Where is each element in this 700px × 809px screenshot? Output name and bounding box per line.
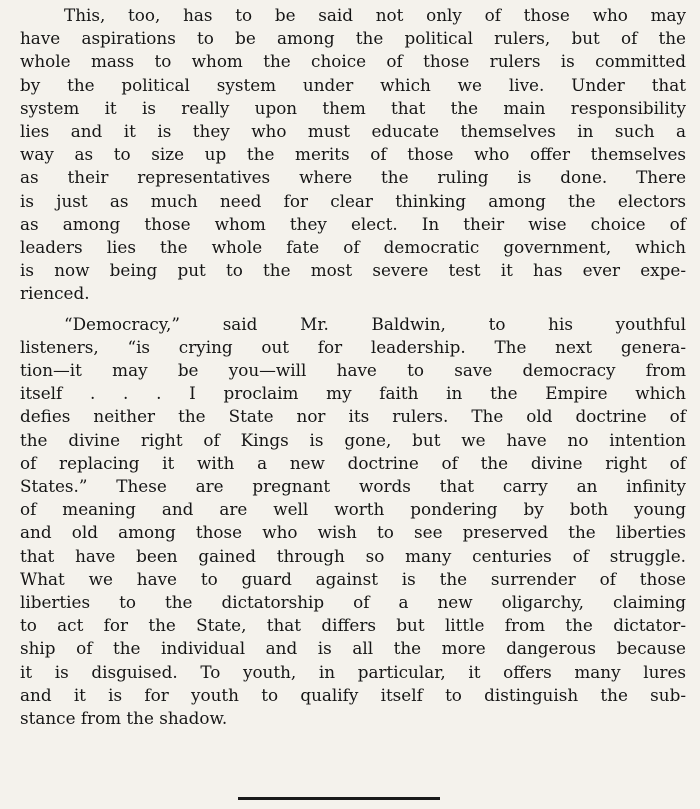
text-line: rienced. (20, 283, 90, 304)
section-divider-rule (238, 797, 440, 800)
text-line: “Democracy,” said Mr. Baldwin, to his youthful (64, 313, 686, 334)
text-line: way as to size up the merits of those who offer themselves (20, 144, 686, 165)
text-line: What we have to guard against is the surrender of those (20, 568, 686, 589)
text-line: itself . . . I proclaim my faith in the Empire which (20, 383, 686, 404)
text-line: leaders lies the whole fate of democratic government, which (20, 237, 686, 258)
text-line: and it is for youth to qualify itself to distinguish the sub- (20, 684, 686, 705)
text-line: tion—it may be you—will have to save democracy from (20, 360, 686, 381)
text-line: the divine right of Kings is gone, but we have no intention (20, 429, 686, 450)
text-line: as their representatives where the ruling is done. There (20, 167, 686, 188)
text-line: This, too, has to be said not only of those who may (64, 5, 686, 25)
paragraph-2 (20, 313, 686, 731)
text-line: listeners, “is crying out for leadership. The next genera- (20, 336, 686, 357)
text-line: stance from the shadow. (20, 708, 228, 729)
text-line: and old among those who wish to see preserved the liberties (20, 522, 686, 543)
text-line: of replacing it with a new doctrine of the divine right of (20, 452, 686, 473)
text-line: it is disguised. To youth, in particular, it offers many lures (20, 661, 686, 682)
text-line: by the political system under which we live. Under that (20, 74, 686, 95)
article-column (20, 4, 686, 737)
text-line: lies and it is they who must educate themselves in such a (20, 121, 686, 142)
text-line: States.” These are pregnant words that carry an infinity (20, 476, 686, 497)
text-line: is just as much need for clear thinking among the electors (20, 190, 686, 211)
text-line: as among those whom they elect. In their wise choice of (20, 213, 686, 234)
text-line: have aspirations to be among the political rulers, but of the (20, 28, 686, 49)
text-line: defies neither the State nor its rulers. The old doctrine of (20, 406, 686, 427)
text-line: to act for the State, that differs but little from the dictator- (20, 615, 686, 636)
text-line: liberties to the dictatorship of a new oligarchy, claiming (20, 592, 686, 613)
text-line: that have been gained through so many centuries of struggle. (20, 545, 686, 566)
paragraph-1 (20, 4, 686, 306)
text-line: ship of the individual and is all the more dangerous because (20, 638, 686, 659)
text-line: system it is really upon them that the main responsibility (20, 97, 686, 118)
text-line: is now being put to the most severe test it has ever expe- (20, 260, 686, 281)
text-line: whole mass to whom the choice of those rulers is committed (20, 51, 686, 72)
text-line: of meaning and are well worth pondering by both young (20, 499, 686, 520)
